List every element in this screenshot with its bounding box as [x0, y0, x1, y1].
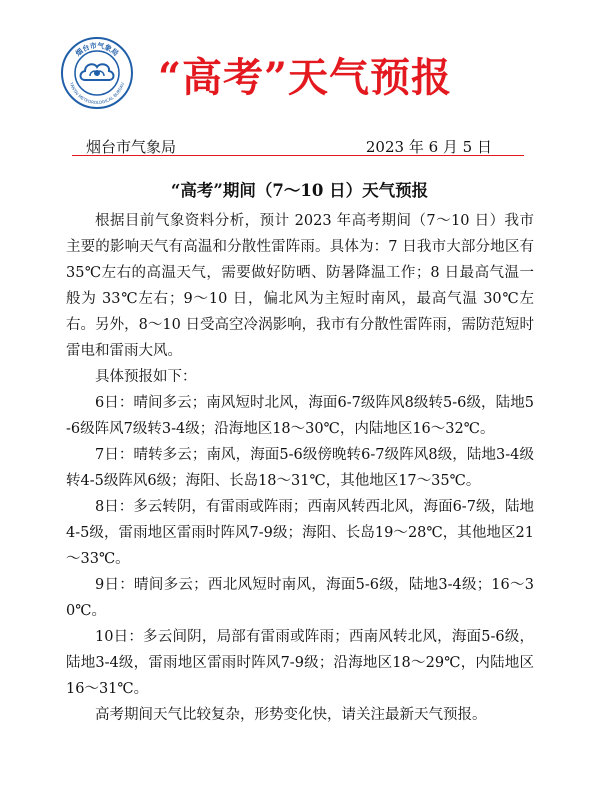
meteorological-bureau-logo-icon [60, 36, 134, 110]
day-forecast-7: 7日：晴转多云；南风，海面5-6级傍晚转6-7级阵风8级，陆地3-4级转4-5级阵风6级；海阳、长岛18～31℃，其他地区17～35℃。 [66, 447, 534, 489]
document-title: “高考”天气预报 [157, 54, 452, 101]
day-forecast-9: 9日：晴间多云；西北风短时南风，海面5-6级，陆地3-4级；16～30℃。 [66, 577, 534, 619]
forecast-lead: 具体预报如下： [95, 369, 197, 385]
day-forecast-8: 8日：多云转阴，有雷雨或阵雨；西南风转西北风，海面6-7级，陆地4-5级，雷雨地区雷雨时阵风7-9级；海阳、长岛19～28℃，其他地区21～33℃。 [66, 499, 534, 567]
forecast-heading: “高考”期间（7～10 日）天气预报 [170, 181, 429, 200]
header-divider [72, 155, 524, 156]
intro-paragraph: 根据目前气象资料分析，预计 2023 年高考期间（7～10 日）我市主要的影响天气有高温和分散性雷阵雨。具体为：7 日我市大部分地区有 35℃左右的高温天气，需要做好防晒、防暑降温工作；8 日最高气温一般为 33℃左右；9～10 日，偏北风为主短时南风，最高气温 30℃左右。另外，8～10 日受高空冷涡影响，我市有分散性雷阵雨，需防范短时雷电和雷雨大风。 [66, 213, 534, 359]
day-forecast-10: 10日：多云间阴，局部有雷雨或阵雨；西南风转北风，海面5-6级，陆地3-4级，雷雨地区雷雨时阵风7-9级；沿海地区18～29℃，内陆地区16～31℃。 [66, 629, 534, 697]
issue-date: 2023 年 6 月 5 日 [365, 138, 492, 156]
closing-paragraph: 高考期间天气比较复杂，形势变化快，请关注最新天气预报。 [95, 707, 487, 723]
forecast-body [66, 208, 534, 728]
day-forecast-6: 6日：晴间多云；南风短时北风，海面6-7级阵风8级转5-6级，陆地5-6级阵风7级转3-4级；沿海地区18～30℃，内陆地区16～32℃。 [66, 395, 534, 437]
document-header [0, 0, 599, 130]
logo-seal-top-text: 烟台市气象局 [74, 41, 120, 58]
issuer-date-line [72, 136, 524, 156]
issuing-organization: 烟台市气象局 [86, 138, 177, 156]
logo-seal-bottom-text: YANTAI METEOROLOGICAL BUREAU [68, 81, 126, 106]
